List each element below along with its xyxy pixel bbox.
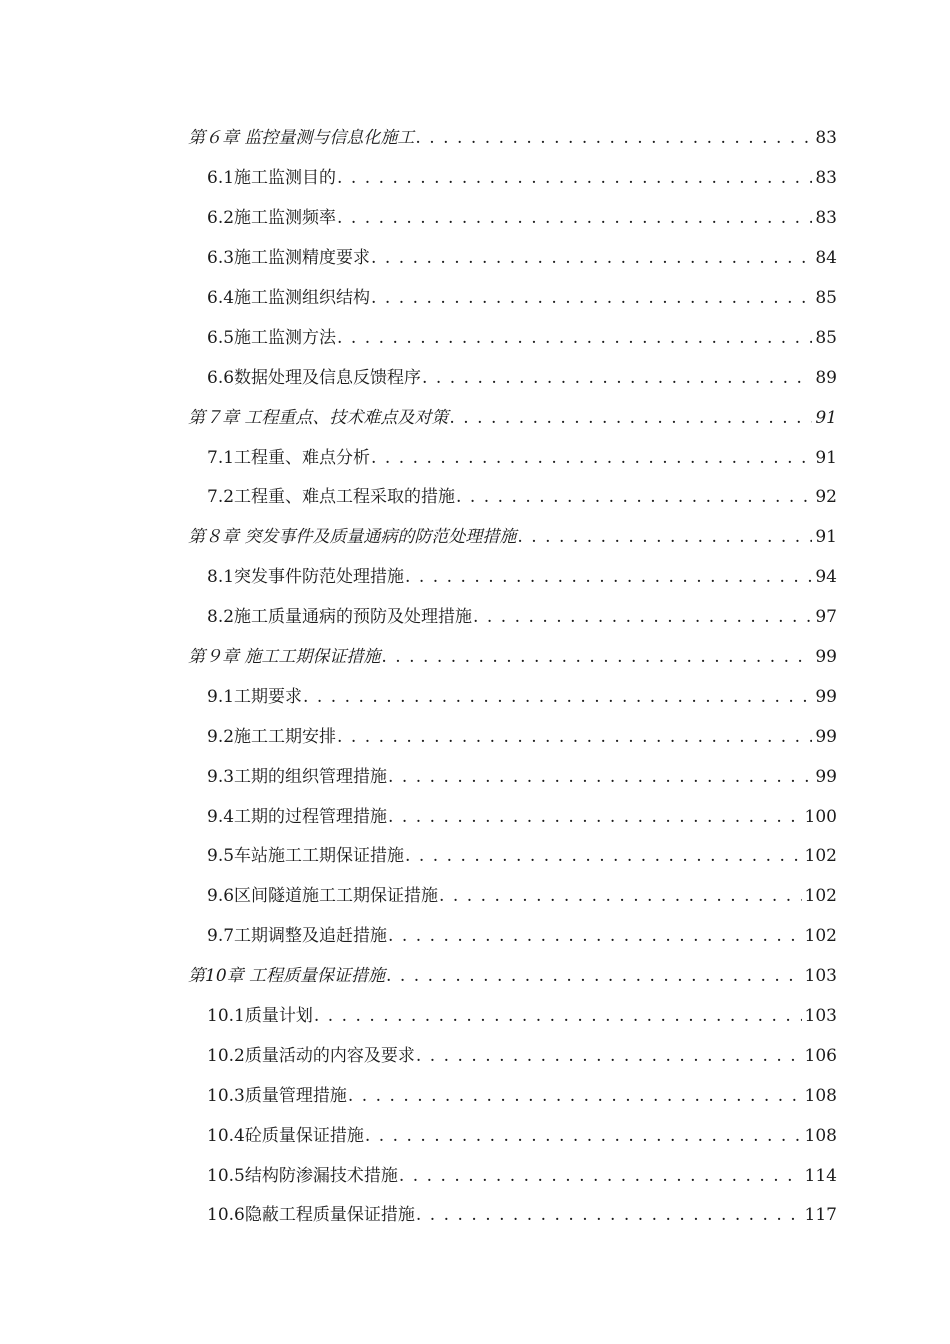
toc-page-number: 100 (804, 806, 837, 827)
toc-dot-leader (337, 729, 812, 746)
toc-dot-leader (381, 649, 812, 666)
toc-entry-title: 6.3施工监测精度要求 (207, 248, 371, 269)
toc-dot-leader (456, 489, 812, 506)
toc-page-number: 97 (815, 607, 837, 628)
toc-page-number: 103 (804, 966, 837, 987)
toc-dot-leader (365, 1128, 802, 1145)
toc-page-number: 102 (804, 846, 837, 867)
toc-page-number: 108 (804, 1085, 837, 1106)
toc-entry-title: 6.1施工监测目的 (207, 168, 337, 189)
toc-section-entry[interactable] (0, 159, 950, 199)
toc-dot-leader (473, 609, 812, 626)
toc-section-entry[interactable] (0, 239, 950, 279)
toc-dot-leader (388, 809, 802, 826)
toc-page-number: 102 (804, 886, 837, 907)
toc-entry-title: 7.1工程重、难点分析 (207, 447, 371, 468)
toc-dot-leader (422, 370, 812, 387)
toc-section-entry[interactable] (0, 1076, 950, 1116)
toc-dot-leader (416, 1048, 802, 1065)
toc-entry-title: 8.2施工质量通病的预防及处理措施 (207, 607, 473, 628)
toc-section-entry[interactable] (0, 1156, 950, 1196)
toc-page-number: 102 (804, 926, 837, 947)
toc-section-entry[interactable] (0, 1036, 950, 1076)
toc-page-number: 108 (804, 1125, 837, 1146)
toc-page-number: 89 (815, 367, 837, 388)
toc-page-number: 83 (815, 128, 837, 149)
toc-entry-title: 7.2工程重、难点工程采取的措施 (207, 487, 456, 508)
toc-page-number: 99 (815, 726, 837, 747)
toc-section-entry[interactable] (0, 478, 950, 518)
toc-page-number: 85 (815, 288, 837, 308)
toc-entry-title: 6.2施工监测频率 (207, 208, 337, 229)
toc-page-number: 83 (815, 168, 837, 189)
toc-entry-title: 10.2质量活动的内容及要求 (207, 1045, 415, 1066)
toc-section-entry[interactable] (0, 598, 950, 638)
toc-entry-title: 第10章 工程质量保证措施 (188, 966, 386, 987)
toc-chapter-entry[interactable] (0, 518, 950, 558)
toc-entry-title: 第７章 工程重点、技术难点及对策 (188, 407, 449, 428)
toc-chapter-entry[interactable] (0, 398, 950, 438)
toc-section-entry[interactable] (0, 1116, 950, 1156)
toc-page-number: 99 (815, 647, 837, 668)
toc-dot-leader (449, 410, 812, 427)
toc-page-number: 114 (804, 1165, 837, 1186)
toc-page-number: 83 (815, 208, 837, 229)
toc-page-number: 99 (815, 686, 837, 707)
table-of-contents (0, 119, 950, 1236)
toc-entry-title: 10.4砼质量保证措施 (207, 1125, 364, 1146)
toc-section-entry[interactable] (0, 318, 950, 358)
toc-dot-leader (371, 290, 812, 307)
toc-section-entry[interactable] (0, 997, 950, 1037)
toc-section-entry[interactable] (0, 358, 950, 398)
toc-dot-leader (337, 330, 812, 347)
toc-dot-leader (348, 1088, 802, 1105)
toc-entry-title: 9.5车站施工工期保证措施 (207, 846, 405, 867)
toc-page-number: 99 (815, 766, 837, 787)
toc-page-number: 103 (804, 1006, 837, 1027)
toc-page-number: 91 (815, 527, 837, 548)
toc-entry-title: 第８章 突发事件及质量通病的防范处理措施 (188, 527, 517, 548)
toc-page-number: 91 (815, 447, 837, 468)
toc-dot-leader (371, 450, 812, 467)
toc-entry-title: 10.3质量管理措施 (207, 1085, 347, 1106)
toc-section-entry[interactable] (0, 1196, 950, 1236)
toc-entry-title: 9.1工期要求 (207, 686, 303, 707)
toc-dot-leader (388, 769, 812, 786)
toc-section-entry[interactable] (0, 837, 950, 877)
toc-dot-leader (517, 529, 812, 546)
toc-entry-title: 10.6隐蔽工程质量保证措施 (207, 1205, 415, 1226)
toc-chapter-entry[interactable] (0, 638, 950, 678)
toc-page-number: 84 (815, 248, 837, 269)
toc-entry-title: 10.1质量计划 (207, 1006, 313, 1027)
toc-dot-leader (439, 888, 802, 905)
toc-dot-leader (314, 1008, 802, 1025)
toc-entry-title: 6.4施工监测组织结构 (207, 288, 371, 308)
toc-entry-title: 6.5施工监测方法 (207, 327, 337, 348)
toc-section-entry[interactable] (0, 757, 950, 797)
toc-entry-title: 9.2施工工期安排 (207, 726, 337, 747)
toc-page-number: 85 (815, 327, 837, 348)
toc-entry-title: 9.4工期的过程管理措施 (207, 806, 388, 827)
toc-section-entry[interactable] (0, 279, 950, 319)
toc-entry-title: 6.6数据处理及信息反馈程序 (207, 367, 422, 388)
toc-dot-leader (337, 210, 812, 227)
toc-entry-title: 第９章 施工工期保证措施 (188, 647, 381, 668)
toc-dot-leader (405, 569, 812, 586)
toc-entry-title: 9.3工期的组织管理措施 (207, 766, 388, 787)
toc-section-entry[interactable] (0, 438, 950, 478)
toc-entry-title: 第６章 监控量测与信息化施工 (188, 128, 415, 149)
toc-section-entry[interactable] (0, 199, 950, 239)
toc-dot-leader (399, 1168, 802, 1185)
toc-dot-leader (388, 928, 802, 945)
toc-page-number: 92 (815, 487, 837, 508)
toc-entry-title: 9.7工期调整及追赶措施 (207, 926, 388, 947)
toc-chapter-entry[interactable] (0, 957, 950, 997)
toc-dot-leader (386, 968, 802, 985)
toc-dot-leader (371, 250, 812, 267)
toc-page-number: 117 (804, 1205, 837, 1226)
toc-dot-leader (337, 170, 812, 187)
toc-section-entry[interactable] (0, 558, 950, 598)
toc-entry-title: 9.6区间隧道施工工期保证措施 (207, 886, 439, 907)
toc-section-entry[interactable] (0, 797, 950, 837)
toc-page-number: 94 (815, 567, 837, 588)
toc-chapter-entry[interactable] (0, 119, 950, 159)
toc-section-entry[interactable] (0, 677, 950, 717)
toc-entry-title: 8.1突发事件防范处理措施 (207, 567, 405, 588)
toc-page-number: 91 (815, 407, 837, 428)
toc-section-entry[interactable] (0, 717, 950, 757)
toc-dot-leader (303, 689, 812, 706)
toc-section-entry[interactable] (0, 877, 950, 917)
toc-dot-leader (415, 130, 812, 147)
toc-dot-leader (405, 848, 802, 865)
toc-entry-title: 10.5结构防渗漏技术措施 (207, 1165, 398, 1186)
toc-dot-leader (416, 1207, 802, 1224)
toc-section-entry[interactable] (0, 917, 950, 957)
toc-page-number: 106 (804, 1045, 837, 1066)
